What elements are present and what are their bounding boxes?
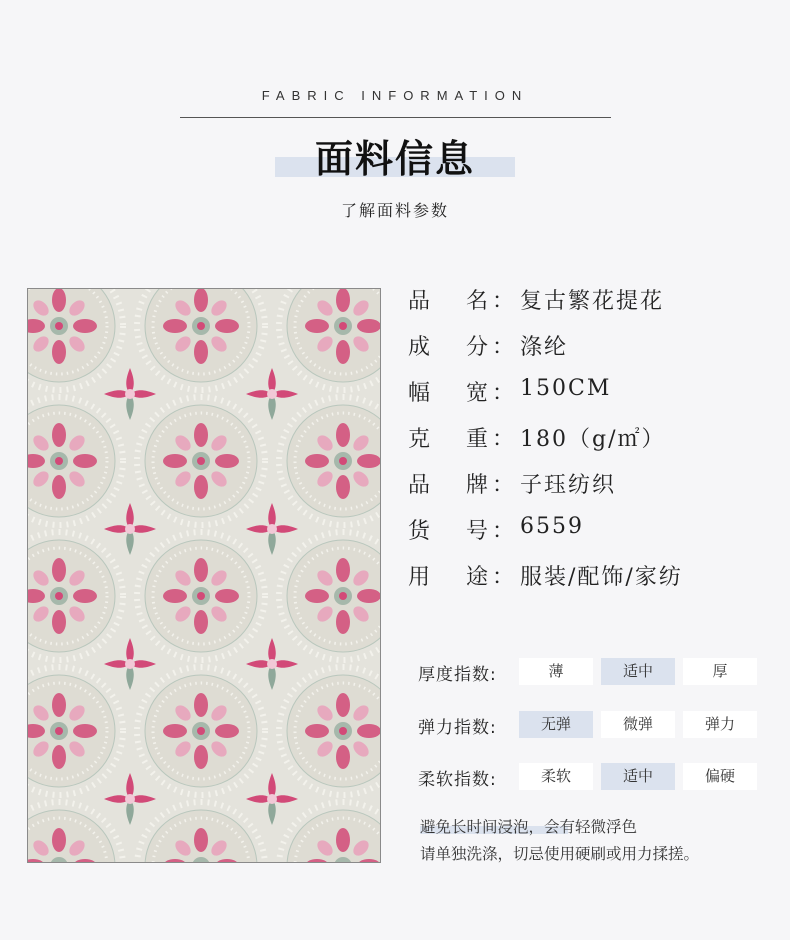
spec-value: 180（g/㎡）: [520, 427, 666, 452]
spec-key: 分: [466, 335, 491, 360]
spec-key: 品: [408, 289, 433, 314]
page-subtitle: 了解面料参数: [340, 201, 449, 220]
spec-value: 复古繁花提花: [520, 289, 665, 314]
spec-value: 涤纶: [520, 335, 569, 360]
spec-key: 宽: [466, 381, 491, 406]
softness-index-label: 柔软指数:: [418, 770, 497, 790]
thickness-option-medium: 适中: [601, 658, 675, 685]
elasticity-option-slight: 微弹: [601, 711, 675, 738]
spec-value: 子珏纺织: [520, 473, 617, 498]
spec-key: 品: [408, 473, 433, 498]
spec-colon: ：: [492, 519, 517, 544]
header-english-title: FABRIC INFORMATION: [261, 88, 529, 103]
elasticity-index-label: 弹力指数:: [418, 718, 497, 738]
softness-option-soft: 柔软: [519, 763, 593, 790]
page-title: 面料信息: [314, 137, 475, 181]
spec-value: 150CM: [520, 376, 612, 401]
spec-colon: ：: [492, 473, 517, 498]
spec-value: 6559: [520, 514, 584, 539]
spec-colon: ：: [492, 335, 517, 360]
care-note-line2: 请单独洗涤，切忌使用硬刷或用力揉搓。: [420, 845, 700, 863]
thickness-option-thick: 厚: [683, 658, 757, 685]
spec-key: 重: [466, 427, 491, 452]
header-divider: [180, 117, 611, 118]
spec-key: 幅: [408, 381, 433, 406]
spec-key: 克: [408, 427, 433, 452]
thickness-option-thin: 薄: [519, 658, 593, 685]
care-note-line1: 避免长时间浸泡，会有轻微浮色: [420, 818, 638, 836]
spec-key: 途: [466, 565, 491, 590]
spec-key: 号: [466, 519, 491, 544]
spec-colon: ：: [492, 289, 517, 314]
elasticity-option-none: 无弹: [519, 711, 593, 738]
spec-colon: ：: [492, 427, 517, 452]
spec-key: 牌: [466, 473, 491, 498]
spec-key: 用: [408, 565, 433, 590]
elasticity-option-stretch: 弹力: [683, 711, 757, 738]
spec-value: 服装/配饰/家纺: [520, 565, 683, 590]
thickness-index-label: 厚度指数:: [418, 665, 497, 685]
softness-option-stiff: 偏硬: [683, 763, 757, 790]
spec-colon: ：: [492, 381, 517, 406]
spec-key: 成: [408, 335, 433, 360]
spec-colon: ：: [492, 565, 517, 590]
spec-key: 名: [466, 289, 491, 314]
softness-option-medium: 适中: [601, 763, 675, 790]
spec-key: 货: [408, 519, 433, 544]
fabric-swatch-image: [27, 288, 381, 863]
